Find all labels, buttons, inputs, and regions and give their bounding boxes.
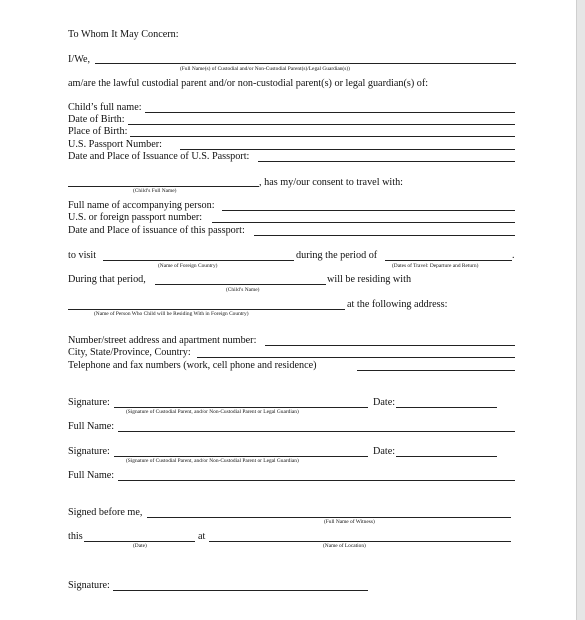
signature-1-label: Signature: xyxy=(68,397,110,408)
witness-location-line[interactable] xyxy=(209,541,511,542)
consent-hint: (Child’s Full Name) xyxy=(133,188,177,194)
during-person-hint: (Name of Person Who Child will be Residing With in Foreign Country) xyxy=(94,311,249,317)
visit-dates-hint: (Dates of Travel: Departure and Return) xyxy=(392,263,479,269)
visit-country-hint: (Name of Foreign Country) xyxy=(158,263,218,269)
parents-prefix: I/We, xyxy=(68,54,91,65)
street-label: Number/street address and apartment number: xyxy=(68,335,257,346)
child-passport-line[interactable] xyxy=(180,149,515,150)
street-line[interactable] xyxy=(265,345,515,346)
signature-1-fullname-label: Full Name: xyxy=(68,421,115,432)
signature-2-fullname-line[interactable] xyxy=(118,480,515,481)
child-dob-label: Date of Birth: xyxy=(68,114,125,125)
during-prefix: During that period, xyxy=(68,274,146,285)
signature-2-hint: (Signature of Custodial Parent, and/or Non-Custodial Parent or Legal Guardian) xyxy=(126,458,299,464)
signature-2-line[interactable] xyxy=(114,456,368,457)
parents-name-line[interactable] xyxy=(95,63,516,64)
witness-name-hint: (Full Name of Witness) xyxy=(324,519,375,525)
during-address: at the following address: xyxy=(347,299,448,310)
signature-2-label: Signature: xyxy=(68,446,110,457)
witness-name-line[interactable] xyxy=(147,517,511,518)
visit-dates-line[interactable] xyxy=(385,260,512,261)
witness-date-hint: (Date) xyxy=(133,543,147,549)
witness-signature-line[interactable] xyxy=(113,590,368,591)
during-child-hint: (Child’s Name) xyxy=(226,287,260,293)
during-residing: will be residing with xyxy=(327,274,412,285)
salutation: To Whom It May Concern: xyxy=(68,29,179,40)
city-line[interactable] xyxy=(197,357,515,358)
visit-period-end: . xyxy=(512,250,515,261)
visit-country-line[interactable] xyxy=(103,260,294,261)
child-pob-label: Place of Birth: xyxy=(68,126,128,137)
signature-2-fullname-label: Full Name: xyxy=(68,470,115,481)
companion-name-label: Full name of accompanying person: xyxy=(68,200,215,211)
child-passport-label: U.S. Passport Number: xyxy=(68,139,162,150)
witness-location-hint: (Name of Location) xyxy=(323,543,366,549)
signature-1-line[interactable] xyxy=(114,407,368,408)
consent-text: , has my/our consent to travel with: xyxy=(259,177,404,188)
at-label: at xyxy=(198,531,206,542)
signature-2-date-label: Date: xyxy=(373,446,396,457)
companion-issue-label: Date and Place of issuance of this passport: xyxy=(68,225,245,236)
this-label: this xyxy=(68,531,83,542)
companion-name-line[interactable] xyxy=(222,210,515,211)
child-pob-line[interactable] xyxy=(130,136,515,137)
companion-passport-line[interactable] xyxy=(212,222,515,223)
signed-before-label: Signed before me, xyxy=(68,507,143,518)
signature-1-date-line[interactable] xyxy=(396,407,497,408)
signature-1-hint: (Signature of Custodial Parent, and/or Non-Custodial Parent or Legal Guardian) xyxy=(126,409,299,415)
during-child-line[interactable] xyxy=(155,284,326,285)
companion-passport-label: U.S. or foreign passport number: xyxy=(68,212,203,223)
signature-2-date-line[interactable] xyxy=(396,456,497,457)
visit-period: during the period of xyxy=(296,250,378,261)
parents-hint: (Full Name(s) of Custodial and/or Non-Custodial Parent(s)/Legal Guardian(s)) xyxy=(180,66,350,72)
visit-prefix: to visit xyxy=(68,250,97,261)
during-person-line[interactable] xyxy=(68,309,345,310)
city-label: City, State/Province, Country: xyxy=(68,347,191,358)
witness-date-line[interactable] xyxy=(84,541,195,542)
signature-1-fullname-line[interactable] xyxy=(118,431,515,432)
companion-issue-line[interactable] xyxy=(254,235,515,236)
child-name-label: Child’s full name: xyxy=(68,102,142,113)
child-issue-line[interactable] xyxy=(258,161,515,162)
child-dob-line[interactable] xyxy=(128,124,515,125)
witness-signature-label: Signature: xyxy=(68,580,110,591)
child-issue-label: Date and Place of Issuance of U.S. Passport: xyxy=(68,151,250,162)
consent-child-line[interactable] xyxy=(68,186,259,187)
phone-line[interactable] xyxy=(357,370,515,371)
signature-1-date-label: Date: xyxy=(373,397,396,408)
phone-label: Telephone and fax numbers (work, cell phone and residence) xyxy=(68,360,317,371)
child-name-line[interactable] xyxy=(145,112,515,113)
parents-statement: am/are the lawful custodial parent and/or non-custodial parent(s) or legal guardian(s) of: xyxy=(68,78,429,89)
